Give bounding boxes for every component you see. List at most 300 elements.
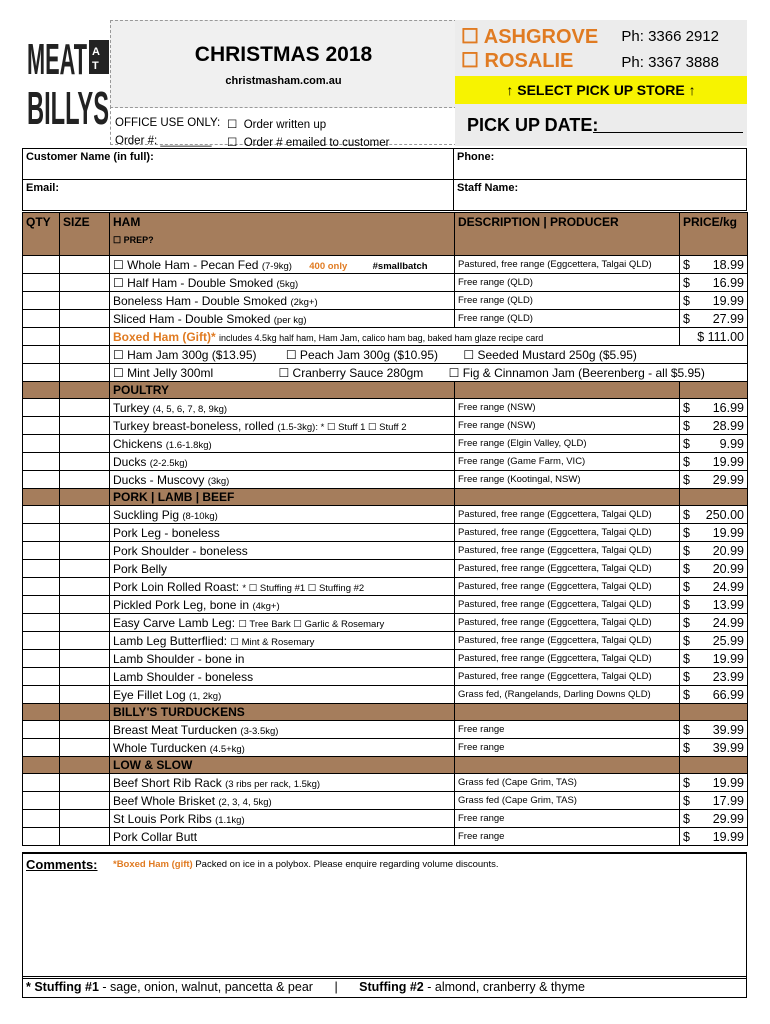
product-price bbox=[680, 453, 748, 471]
product-price: $ 111.00 bbox=[680, 328, 748, 346]
product-description: Pastured, free range (Eggcettera, Talgai QLD) bbox=[455, 596, 680, 614]
product-description: Grass fed (Cape Grim, TAS) bbox=[455, 774, 680, 792]
jam-options bbox=[110, 346, 748, 364]
product-description: Free range (Elgin Valley, QLD) bbox=[455, 435, 680, 453]
qty-cell[interactable] bbox=[23, 614, 60, 632]
product-size[interactable]: (4kg+) bbox=[252, 600, 280, 612]
product-cell bbox=[110, 542, 455, 560]
pickup-date-label: PICK UP DATE: bbox=[467, 115, 599, 135]
order-number-field[interactable]: Order #: ________ bbox=[115, 135, 212, 147]
product-price bbox=[680, 256, 748, 274]
price-value: 17.99 bbox=[712, 793, 744, 808]
section-row bbox=[23, 757, 748, 774]
boxed-ham-contents: includes 4.5kg half ham, Ham Jam, calico ham bag, baked ham glaze recipe card bbox=[219, 332, 544, 343]
product-price bbox=[680, 399, 748, 417]
product-cell bbox=[110, 399, 455, 417]
product-name: Easy Carve Lamb Leg: bbox=[113, 615, 236, 630]
comments-note bbox=[113, 859, 498, 870]
boxed-ham-note-label: *Boxed Ham (gift) bbox=[113, 859, 193, 870]
currency-sign: $ bbox=[683, 436, 690, 451]
store-ashgrove-checkbox[interactable]: ☐ ASHGROVE bbox=[461, 26, 599, 48]
qty-cell[interactable] bbox=[23, 596, 60, 614]
table-row bbox=[23, 668, 748, 686]
product-cell bbox=[110, 256, 455, 274]
product-size[interactable]: (1.1kg) bbox=[215, 814, 245, 826]
product-price bbox=[680, 435, 748, 453]
product-name: Sliced Ham - Double Smoked bbox=[113, 311, 271, 326]
store-select bbox=[455, 20, 747, 106]
price-value: 23.99 bbox=[712, 669, 744, 684]
size-cell[interactable] bbox=[60, 774, 110, 792]
currency-sign: $ bbox=[683, 257, 690, 272]
table-row bbox=[23, 364, 748, 382]
product-size: (5kg) bbox=[276, 278, 299, 290]
comments-label: Comments: bbox=[26, 857, 98, 872]
svg-text:BILLYS: BILLYS bbox=[27, 82, 109, 130]
qty-cell[interactable] bbox=[23, 256, 60, 274]
product-cell bbox=[110, 632, 455, 650]
product-name: Pork Leg - boneless bbox=[113, 525, 220, 540]
table-row bbox=[23, 596, 748, 614]
qty-cell[interactable] bbox=[23, 632, 60, 650]
product-description: Pastured, free range (Eggcettera, Talgai QLD) bbox=[455, 632, 680, 650]
size-cell[interactable] bbox=[60, 650, 110, 668]
product-description: Free range (QLD) bbox=[455, 310, 680, 328]
product-name: Boxed Ham (Gift)* bbox=[113, 329, 216, 344]
size-cell[interactable] bbox=[60, 828, 110, 846]
price-value: 19.99 bbox=[712, 293, 744, 308]
size-cell[interactable] bbox=[60, 328, 110, 346]
size-cell[interactable] bbox=[60, 435, 110, 453]
product-price bbox=[680, 614, 748, 632]
product-name: Breast Meat Turducken bbox=[113, 722, 238, 737]
cranberry-sauce-checkbox[interactable]: ☐ Cranberry Sauce 280gm bbox=[278, 365, 424, 380]
currency-sign: $ bbox=[683, 561, 690, 576]
product-description: Grass fed, (Rangelands, Darling Downs QLD) bbox=[455, 686, 680, 704]
product-cell bbox=[110, 524, 455, 542]
staff-name-label: Staff Name: bbox=[457, 182, 519, 194]
table-row bbox=[23, 614, 748, 632]
product-name: Turkey breast-boneless, rolled bbox=[113, 418, 274, 433]
size-cell[interactable] bbox=[60, 596, 110, 614]
section-row bbox=[23, 382, 748, 399]
price-value: 24.99 bbox=[712, 615, 744, 630]
product-name: Lamb Shoulder - boneless bbox=[113, 669, 254, 684]
office-use-label: OFFICE USE ONLY: bbox=[115, 117, 221, 129]
size-cell[interactable] bbox=[60, 399, 110, 417]
product-size: (2kg+) bbox=[290, 296, 318, 308]
mint-jelly-checkbox[interactable]: ☐ Mint Jelly 300ml bbox=[113, 365, 214, 380]
boxed-ham-cell bbox=[110, 328, 680, 346]
table-row bbox=[23, 417, 748, 435]
product-price bbox=[680, 578, 748, 596]
meat-at-billys-logo bbox=[25, 26, 111, 130]
product-size[interactable]: (4, 5, 6, 7, 8, 9kg) bbox=[152, 403, 228, 415]
product-size[interactable]: (3-3.5kg) bbox=[240, 725, 279, 737]
form-header bbox=[22, 8, 747, 149]
product-size[interactable]: (1, 2kg) bbox=[189, 690, 222, 702]
product-size[interactable]: (2, 3, 4, 5kg) bbox=[218, 796, 272, 808]
smallbatch-note: #smallbatch bbox=[372, 260, 428, 272]
qty-cell[interactable] bbox=[23, 524, 60, 542]
price-value: 16.99 bbox=[712, 275, 744, 290]
product-price bbox=[680, 560, 748, 578]
size-cell[interactable] bbox=[60, 542, 110, 560]
price-value: 24.99 bbox=[712, 579, 744, 594]
product-description: Free range bbox=[455, 739, 680, 757]
pickup-date-field[interactable] bbox=[593, 132, 743, 133]
product-cell bbox=[110, 668, 455, 686]
product-cell bbox=[110, 792, 455, 810]
pork-lamb-beef-section bbox=[23, 489, 748, 704]
comments-box[interactable] bbox=[22, 852, 747, 979]
currency-sign: $ bbox=[683, 293, 690, 308]
table-row bbox=[23, 560, 748, 578]
size-cell[interactable] bbox=[60, 560, 110, 578]
product-name: Pork Collar Butt bbox=[113, 829, 198, 844]
qty-cell[interactable] bbox=[23, 328, 60, 346]
product-description: Pastured, free range (Eggcettera, Talgai QLD) bbox=[455, 668, 680, 686]
currency-sign: $ bbox=[683, 275, 690, 290]
product-cell bbox=[110, 596, 455, 614]
ashgrove-phone: Ph: 3366 2912 bbox=[621, 28, 719, 45]
table-row bbox=[23, 310, 748, 328]
price-value: 66.99 bbox=[712, 687, 744, 702]
section-row bbox=[23, 489, 748, 506]
qty-cell[interactable] bbox=[23, 292, 60, 310]
separator: | bbox=[334, 980, 338, 994]
qty-cell[interactable] bbox=[23, 364, 60, 382]
product-name: Chickens bbox=[113, 436, 163, 451]
product-description: Free range (Kootingal, NSW) bbox=[455, 471, 680, 489]
price-value: 39.99 bbox=[712, 740, 744, 755]
size-cell[interactable] bbox=[60, 471, 110, 489]
product-price bbox=[680, 632, 748, 650]
order-written-checkbox[interactable]: ☐ Order written up bbox=[227, 119, 327, 131]
product-description: Pastured, free range (Eggcettera, Talgai QLD) bbox=[455, 542, 680, 560]
phone-label: Phone: bbox=[457, 151, 495, 163]
size-cell[interactable] bbox=[60, 810, 110, 828]
product-price bbox=[680, 792, 748, 810]
product-size[interactable]: (1.6-1.8kg) bbox=[165, 439, 212, 451]
table-row bbox=[23, 578, 748, 596]
stuffing-2-label: Stuffing #2 bbox=[359, 980, 424, 994]
product-cell bbox=[110, 774, 455, 792]
currency-sign: $ bbox=[683, 722, 690, 737]
table-row bbox=[23, 686, 748, 704]
prep-checkbox[interactable]: ☐ PREP? bbox=[113, 235, 154, 245]
qty-cell[interactable] bbox=[23, 686, 60, 704]
size-cell[interactable] bbox=[60, 792, 110, 810]
price-value: 20.99 bbox=[712, 561, 744, 576]
price-value: 25.99 bbox=[712, 633, 744, 648]
product-name: Boneless Ham - Double Smoked bbox=[113, 293, 288, 308]
size-cell[interactable] bbox=[60, 292, 110, 310]
qty-cell[interactable] bbox=[23, 739, 60, 757]
product-size[interactable]: (2-2.5kg) bbox=[149, 457, 188, 469]
qty-cell[interactable] bbox=[23, 417, 60, 435]
section-row bbox=[23, 704, 748, 721]
product-name: Pickled Pork Leg, bone in bbox=[113, 597, 250, 612]
product-size[interactable]: * ☐ Stuffing #1 ☐ Stuffing #2 bbox=[242, 582, 365, 594]
size-cell[interactable] bbox=[60, 310, 110, 328]
qty-cell[interactable] bbox=[23, 274, 60, 292]
product-size[interactable]: (1.5-3kg): * ☐ Stuff 1 ☐ Stuff 2 bbox=[277, 421, 407, 433]
price-value: 28.99 bbox=[712, 418, 744, 433]
table-row bbox=[23, 828, 748, 846]
price-value: 18.99 bbox=[712, 257, 744, 272]
product-description: Grass fed (Cape Grim, TAS) bbox=[455, 792, 680, 810]
currency-sign: $ bbox=[683, 507, 690, 522]
qty-cell[interactable] bbox=[23, 810, 60, 828]
qty-cell[interactable] bbox=[23, 506, 60, 524]
product-table bbox=[22, 212, 748, 846]
email-field[interactable] bbox=[23, 180, 454, 211]
currency-sign: $ bbox=[683, 418, 690, 433]
qty-cell[interactable] bbox=[23, 310, 60, 328]
product-size[interactable]: (3 ribs per rack, 1.5kg) bbox=[225, 778, 321, 790]
description-header: DESCRIPTION | PRODUCER bbox=[455, 213, 680, 256]
price-value: 19.99 bbox=[712, 525, 744, 540]
product-size[interactable]: (4.5+kg) bbox=[209, 743, 245, 755]
price-value: 250.00 bbox=[705, 507, 744, 522]
qty-cell[interactable] bbox=[23, 792, 60, 810]
qty-cell[interactable] bbox=[23, 453, 60, 471]
product-cell bbox=[110, 506, 455, 524]
office-use-box bbox=[110, 106, 457, 149]
qty-cell[interactable] bbox=[23, 774, 60, 792]
table-row bbox=[23, 721, 748, 739]
currency-sign: $ bbox=[683, 811, 690, 826]
size-cell[interactable] bbox=[60, 453, 110, 471]
product-cell bbox=[110, 292, 455, 310]
currency-sign: $ bbox=[683, 597, 690, 612]
poultry-section-label: POULTRY bbox=[110, 382, 455, 399]
product-description: Free range (NSW) bbox=[455, 399, 680, 417]
select-store-banner: ↑ SELECT PICK UP STORE ↑ bbox=[455, 76, 747, 104]
size-cell[interactable] bbox=[60, 506, 110, 524]
size-cell[interactable] bbox=[60, 274, 110, 292]
product-name: Lamb Shoulder - bone in bbox=[113, 651, 245, 666]
product-name: Eye Fillet Log bbox=[113, 687, 186, 702]
product-name: Pork Shoulder - boneless bbox=[113, 543, 248, 558]
qty-cell[interactable] bbox=[23, 471, 60, 489]
product-size[interactable]: (8-10kg) bbox=[182, 510, 218, 522]
order-emailed-checkbox[interactable]: ☐ Order # emailed to customer bbox=[227, 137, 390, 149]
table-row bbox=[23, 506, 748, 524]
price-value: 19.99 bbox=[712, 454, 744, 469]
product-price bbox=[680, 524, 748, 542]
customer-name-label: Customer Name (in full): bbox=[26, 151, 154, 163]
product-name: Lamb Leg Butterflied: bbox=[113, 633, 228, 648]
product-description: Pastured, free range (Eggcettera, Talgai QLD) bbox=[455, 506, 680, 524]
table-row bbox=[23, 810, 748, 828]
product-name: Pork Belly bbox=[113, 561, 168, 576]
qty-cell[interactable] bbox=[23, 399, 60, 417]
currency-sign: $ bbox=[683, 651, 690, 666]
product-name: Turkey bbox=[113, 400, 150, 415]
product-price bbox=[680, 417, 748, 435]
product-size[interactable]: (3kg) bbox=[207, 475, 230, 487]
currency-sign: $ bbox=[683, 311, 690, 326]
price-value: 29.99 bbox=[712, 472, 744, 487]
size-cell[interactable] bbox=[60, 668, 110, 686]
ham-jam-checkbox[interactable]: ☐ Ham Jam 300g ($13.95) bbox=[113, 347, 257, 362]
product-price bbox=[680, 810, 748, 828]
size-cell[interactable] bbox=[60, 346, 110, 364]
qty-cell[interactable] bbox=[23, 346, 60, 364]
stuffing-2-text: - almond, cranberry & thyme bbox=[423, 980, 585, 994]
currency-sign: $ bbox=[683, 454, 690, 469]
table-row bbox=[23, 399, 748, 417]
size-cell[interactable] bbox=[60, 256, 110, 274]
table-row bbox=[23, 328, 748, 346]
table-row bbox=[23, 774, 748, 792]
product-name[interactable]: ☐ Half Ham - Double Smoked bbox=[113, 275, 274, 290]
product-name[interactable]: ☐ Whole Ham - Pecan Fed bbox=[113, 257, 259, 272]
size-cell[interactable] bbox=[60, 364, 110, 382]
product-description: Pastured, free range (Eggcettera, Talgai QLD) bbox=[455, 650, 680, 668]
low-slow-section bbox=[23, 757, 748, 846]
size-cell[interactable] bbox=[60, 632, 110, 650]
currency-sign: $ bbox=[683, 525, 690, 540]
product-cell bbox=[110, 686, 455, 704]
qty-cell[interactable] bbox=[23, 542, 60, 560]
table-row bbox=[23, 471, 748, 489]
product-size[interactable]: ☐ Mint & Rosemary bbox=[230, 636, 315, 648]
peach-jam-checkbox[interactable]: ☐ Peach Jam 300g ($10.95) bbox=[285, 347, 439, 362]
currency-sign: $ bbox=[683, 829, 690, 844]
product-cell bbox=[110, 274, 455, 292]
product-description: Free range (QLD) bbox=[455, 274, 680, 292]
pork-section-label: PORK | LAMB | BEEF bbox=[110, 489, 455, 506]
table-row bbox=[23, 792, 748, 810]
product-price bbox=[680, 292, 748, 310]
product-price bbox=[680, 274, 748, 292]
qty-cell[interactable] bbox=[23, 435, 60, 453]
phone-field[interactable] bbox=[454, 149, 747, 180]
product-description: Free range (QLD) bbox=[455, 292, 680, 310]
size-cell[interactable] bbox=[60, 417, 110, 435]
product-size: (per kg) bbox=[273, 314, 307, 326]
store-rosalie-checkbox[interactable]: ☐ ROSALIE bbox=[461, 50, 574, 72]
currency-sign: $ bbox=[683, 793, 690, 808]
limited-note: 400 only bbox=[309, 260, 348, 272]
ham-section-label: HAM bbox=[113, 215, 141, 229]
product-description: Pastured, free range (Eggcettera, Talgai QLD) bbox=[455, 578, 680, 596]
product-description: Free range bbox=[455, 810, 680, 828]
staff-name-field[interactable] bbox=[454, 180, 747, 211]
qty-cell[interactable] bbox=[23, 650, 60, 668]
page-title: CHRISTMAS 2018 bbox=[194, 43, 373, 66]
product-cell bbox=[110, 810, 455, 828]
product-price bbox=[680, 774, 748, 792]
fig-jam-checkbox[interactable]: ☐ Fig & Cinnamon Jam (Beerenberg - all $5.95) bbox=[448, 365, 705, 380]
pickup-date bbox=[455, 106, 747, 146]
product-description: Pastured, free range (Eggcettera, Talgai QLD) bbox=[455, 560, 680, 578]
table-row bbox=[23, 346, 748, 364]
svg-text:A: A bbox=[92, 46, 100, 58]
product-name: Pork Loin Rolled Roast: bbox=[113, 579, 240, 594]
product-description: Free range bbox=[455, 721, 680, 739]
product-cell bbox=[110, 417, 455, 435]
product-name: Suckling Pig bbox=[113, 507, 180, 522]
customer-name-field[interactable] bbox=[23, 149, 454, 180]
size-cell[interactable] bbox=[60, 721, 110, 739]
product-price bbox=[680, 542, 748, 560]
product-cell bbox=[110, 453, 455, 471]
product-price bbox=[680, 686, 748, 704]
price-value: 19.99 bbox=[712, 651, 744, 666]
svg-text:T: T bbox=[92, 60, 99, 72]
title-box bbox=[110, 20, 457, 108]
product-cell bbox=[110, 435, 455, 453]
currency-sign: $ bbox=[683, 669, 690, 684]
boxed-ham-note-text: Packed on ice in a polybox. Please enquire regarding volume discounts. bbox=[192, 859, 499, 870]
qty-cell[interactable] bbox=[23, 560, 60, 578]
qty-cell[interactable] bbox=[23, 721, 60, 739]
qty-cell[interactable] bbox=[23, 828, 60, 846]
size-cell[interactable] bbox=[60, 686, 110, 704]
table-row bbox=[23, 274, 748, 292]
qty-cell[interactable] bbox=[23, 668, 60, 686]
qty-cell[interactable] bbox=[23, 578, 60, 596]
product-description: Free range (NSW) bbox=[455, 417, 680, 435]
table-header bbox=[23, 213, 748, 256]
product-name: Ducks bbox=[113, 454, 147, 469]
price-value: 13.99 bbox=[712, 597, 744, 612]
ham-header bbox=[110, 213, 455, 256]
qty-header: QTY bbox=[23, 213, 60, 256]
price-value: 27.99 bbox=[712, 311, 744, 326]
table-row bbox=[23, 256, 748, 274]
size-cell[interactable] bbox=[60, 578, 110, 596]
product-name: Beef Short Rib Rack bbox=[113, 775, 222, 790]
table-row bbox=[23, 292, 748, 310]
product-description: Pastured, free range (Eggcettera, Talgai QLD) bbox=[455, 524, 680, 542]
product-size: (7-9kg) bbox=[261, 260, 292, 272]
price-value: 19.99 bbox=[712, 775, 744, 790]
size-cell[interactable] bbox=[60, 524, 110, 542]
product-name: St Louis Pork Ribs bbox=[113, 811, 212, 826]
product-size[interactable]: ☐ Tree Bark ☐ Garlic & Rosemary bbox=[238, 618, 385, 630]
stuffing-1-label: * Stuffing #1 bbox=[26, 980, 99, 994]
currency-sign: $ bbox=[683, 579, 690, 594]
svg-text:MEAT: MEAT bbox=[27, 35, 88, 84]
product-cell bbox=[110, 739, 455, 757]
product-cell bbox=[110, 614, 455, 632]
product-cell bbox=[110, 310, 455, 328]
turducken-section bbox=[23, 704, 748, 757]
seeded-mustard-checkbox[interactable]: ☐ Seeded Mustard 250g ($5.95) bbox=[463, 347, 637, 362]
poultry-section bbox=[23, 382, 748, 489]
product-cell bbox=[110, 650, 455, 668]
product-description: Pastured, free range (Eggcettera, Talgai QLD) bbox=[455, 614, 680, 632]
price-value: 20.99 bbox=[712, 543, 744, 558]
email-label: Email: bbox=[26, 182, 60, 194]
turducken-section-label: BILLY'S TURDUCKENS bbox=[110, 704, 455, 721]
product-cell bbox=[110, 721, 455, 739]
size-cell[interactable] bbox=[60, 739, 110, 757]
size-cell[interactable] bbox=[60, 614, 110, 632]
stuffing-footnote bbox=[22, 976, 747, 998]
product-price bbox=[680, 739, 748, 757]
table-row bbox=[23, 542, 748, 560]
product-price bbox=[680, 650, 748, 668]
price-value: 16.99 bbox=[712, 400, 744, 415]
website-link[interactable]: christmasham.com.au bbox=[225, 75, 342, 87]
currency-sign: $ bbox=[683, 687, 690, 702]
